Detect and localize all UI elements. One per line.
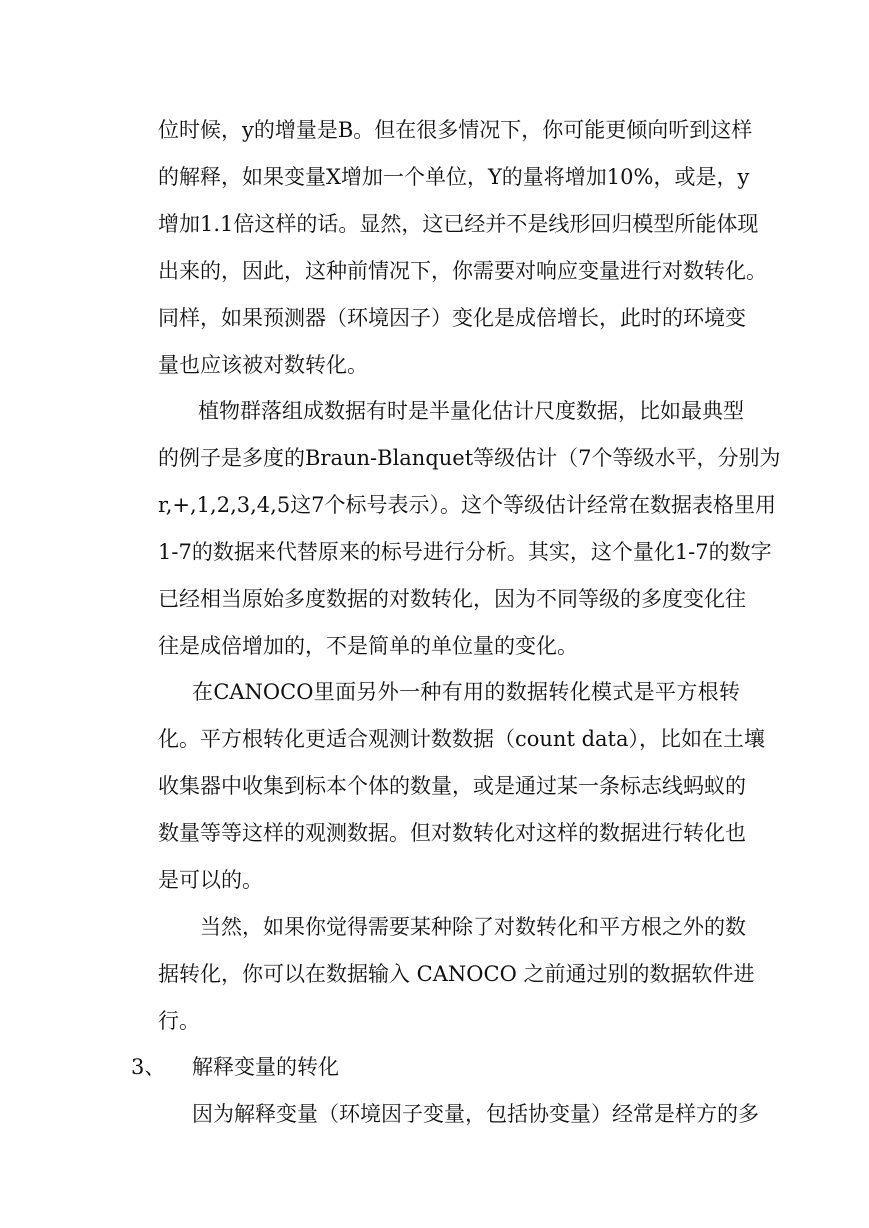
paragraph-5-line-1: 因为解释变量（环境因子变量，包括协变量）经常是样方的多 <box>192 1102 759 1126</box>
paragraph-1-line-5: 同样，如果预测器（环境因子）变化是成倍增长，此时的环境变 <box>158 306 746 330</box>
paragraph-1-line-6: 量也应该被对数转化。 <box>158 353 368 377</box>
paragraph-1-line-3: 增加1.1倍这样的话。显然，这已经并不是线形回归模型所能体现 <box>158 212 759 236</box>
paragraph-1-line-4: 出来的，因此，这种前情况下，你需要对响应变量进行对数转化。 <box>158 259 767 283</box>
paragraph-1-line-2: 的解释，如果变量X增加一个单位，Y的量将增加10%，或是，y <box>158 165 750 189</box>
paragraph-1-line-1: 位时候，y的增量是B。但在很多情况下，你可能更倾向听到这样 <box>158 118 753 142</box>
paragraph-3-line-1: 在CANOCO里面另外一种有用的数据转化模式是平方根转 <box>192 680 740 704</box>
paragraph-4-line-3: 行。 <box>158 1009 200 1033</box>
paragraph-2-line-6: 往是成倍增加的，不是简单的单位量的变化。 <box>158 634 578 658</box>
paragraph-2-line-5: 已经相当原始多度数据的对数转化，因为不同等级的多度变化往 <box>158 587 746 611</box>
paragraph-4-line-1: 当然，如果你觉得需要某种除了对数转化和平方根之外的数 <box>200 915 746 939</box>
paragraph-4-line-2: 据转化，你可以在数据输入 CANOCO 之前通过别的数据软件进 <box>158 962 755 986</box>
paragraph-3-line-4: 数量等等这样的观测数据。但对数转化对这样的数据进行转化也 <box>158 821 746 845</box>
paragraph-3-line-5: 是可以的。 <box>158 868 263 892</box>
section-number: 3、 <box>131 1055 166 1079</box>
paragraph-3-line-2: 化。平方根转化更适合观测计数数据（count data），比如在土壤 <box>158 727 765 751</box>
paragraph-2-line-2: 的例子是多度的Braun-Blanquet等级估计（7个等级水平，分别为 <box>158 446 781 470</box>
section-title: 解释变量的转化 <box>192 1055 339 1079</box>
paragraph-2-line-1: 植物群落组成数据有时是半量化估计尺度数据，比如最典型 <box>198 399 744 423</box>
paragraph-2-line-4: 1-7的数据来代替原来的标号进行分析。其实，这个量化1-7的数字 <box>158 540 772 564</box>
paragraph-2-line-3: r,+,1,2,3,4,5这7个标号表示）。这个等级估计经常在数据表格里用 <box>158 493 777 517</box>
paragraph-3-line-3: 收集器中收集到标本个体的数量，或是通过某一条标志线蚂蚁的 <box>158 774 746 798</box>
